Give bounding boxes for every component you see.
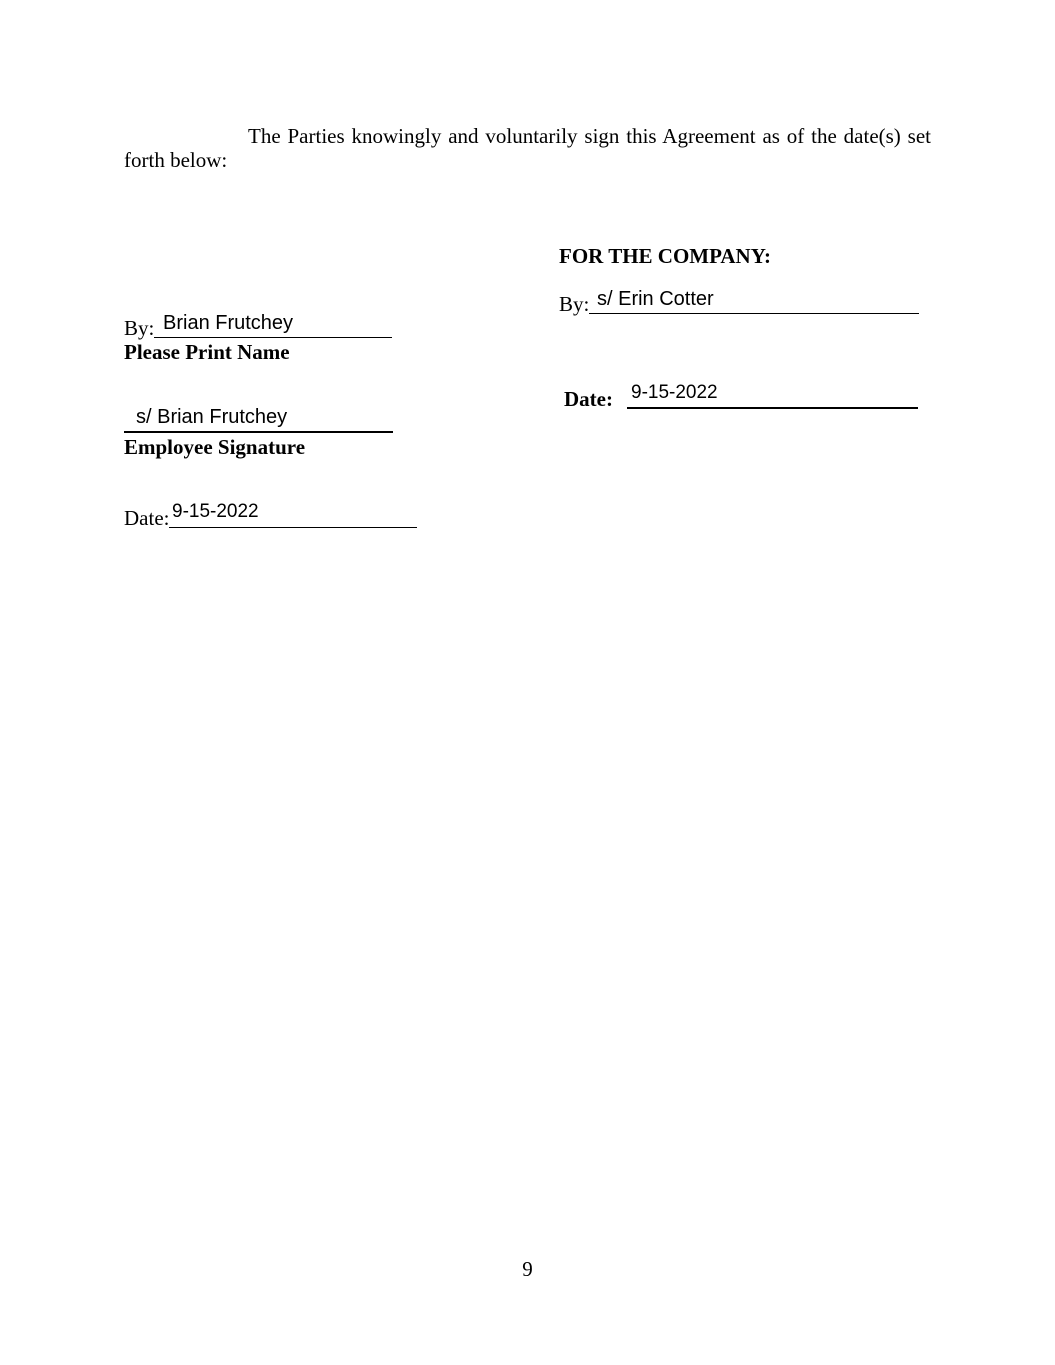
employee-signature-line: [124, 431, 393, 433]
company-signature-field[interactable]: s/ Erin Cotter: [597, 288, 714, 310]
employee-date-line: [169, 527, 417, 528]
page-number: 9: [522, 1257, 533, 1281]
employee-date-label: Date:: [124, 506, 170, 530]
company-by-label: By:: [559, 292, 590, 316]
employee-signature-caption: Employee Signature: [124, 435, 306, 459]
company-heading: FOR THE COMPANY:: [559, 244, 771, 268]
employee-date-field[interactable]: 9-15-2022: [172, 501, 259, 522]
employee-signature-field[interactable]: s/ Brian Frutchey: [136, 406, 288, 428]
employee-name-field[interactable]: Brian Frutchey: [163, 312, 294, 334]
company-date-label: Date:: [564, 387, 613, 411]
company-date-line: [627, 407, 918, 409]
company-date-field[interactable]: 9-15-2022: [631, 382, 718, 403]
employee-name-line: [154, 337, 392, 338]
company-by-line: [589, 313, 919, 314]
employee-name-caption: Please Print Name: [124, 340, 290, 364]
employee-by-label: By:: [124, 316, 155, 340]
intro-paragraph: The Parties knowingly and voluntarily sign this Agreement as of the date(s) set forth below:: [124, 124, 931, 172]
